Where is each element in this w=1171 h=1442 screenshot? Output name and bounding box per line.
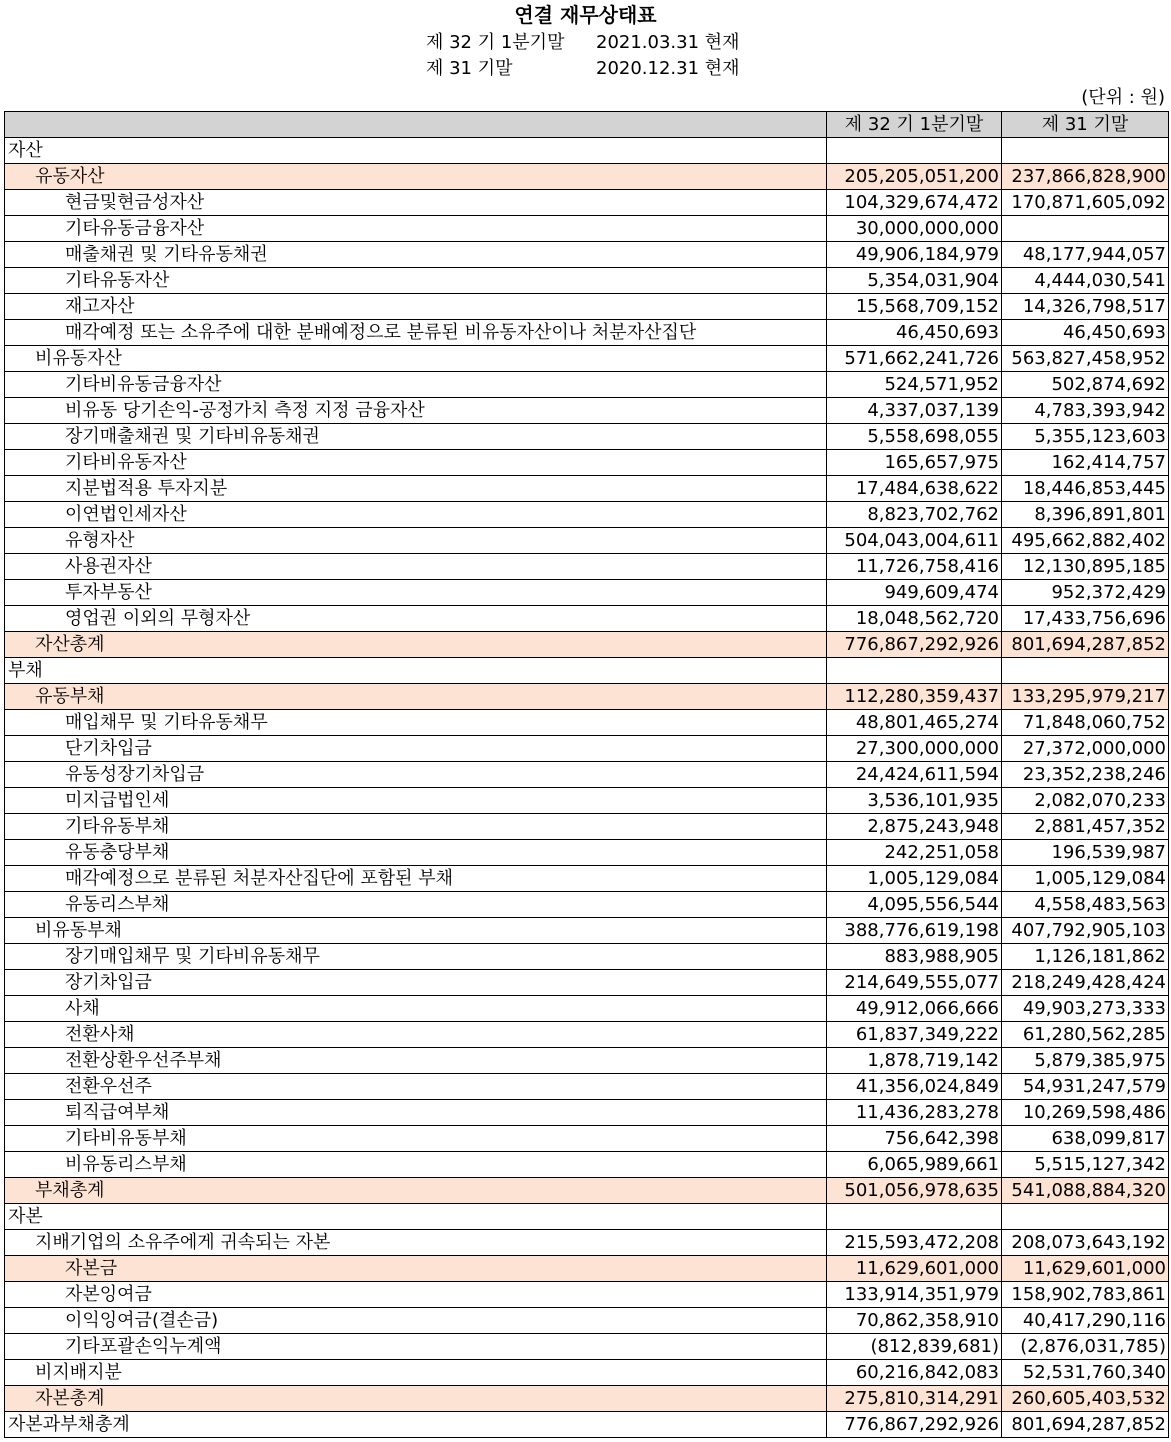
table-row [5, 1048, 1169, 1074]
account-name-cell: 유동충당부채 [5, 840, 827, 866]
table-row [5, 710, 1169, 736]
account-name-cell: 장기차입금 [5, 970, 827, 996]
account-name-cell: 유동부채 [5, 684, 827, 710]
table-header-row [5, 112, 1169, 138]
table-row [5, 1360, 1169, 1386]
account-name-cell: 비지배지분 [5, 1360, 827, 1386]
current-period-value-cell: 504,043,004,611 [827, 528, 1002, 554]
current-period-value-cell: 776,867,292,926 [827, 632, 1002, 658]
current-period-value-cell: 571,662,241,726 [827, 346, 1002, 372]
current-period-value-cell: 11,629,601,000 [827, 1256, 1002, 1282]
table-row [5, 1308, 1169, 1334]
balance-sheet-table [4, 111, 1169, 1438]
unit-label: (단위 : 원) [1081, 87, 1165, 108]
account-name-cell: 재고자산 [5, 294, 827, 320]
prior-period-value-cell: 23,352,238,246 [1002, 762, 1169, 788]
current-period-value-cell: 4,337,037,139 [827, 398, 1002, 424]
account-name-cell: 부채총계 [5, 1178, 827, 1204]
prior-period-value-cell: 638,099,817 [1002, 1126, 1169, 1152]
prior-period-value-cell: 260,605,403,532 [1002, 1386, 1169, 1412]
current-period-date: 2021.03.31 현재 [596, 32, 740, 53]
current-period-value-cell [827, 138, 1002, 164]
current-period-value-cell: 104,329,674,472 [827, 190, 1002, 216]
current-period-value-cell: 49,912,066,666 [827, 996, 1002, 1022]
current-period-value-cell: 776,867,292,926 [827, 1412, 1002, 1438]
current-period-value-cell: 61,837,349,222 [827, 1022, 1002, 1048]
account-name-cell: 장기매입채무 및 기타비유동채무 [5, 944, 827, 970]
current-period-label: 제 32 기 1분기말 [426, 32, 565, 53]
current-period-value-cell: 17,484,638,622 [827, 476, 1002, 502]
account-name-cell: 기타비유동금융자산 [5, 372, 827, 398]
table-row [5, 320, 1169, 346]
current-period-value-cell: 4,095,556,544 [827, 892, 1002, 918]
account-name-cell: 매출채권 및 기타유동채권 [5, 242, 827, 268]
table-row [5, 346, 1169, 372]
column-header-current-period: 제 32 기 1분기말 [827, 112, 1002, 138]
prior-period-value-cell: 495,662,882,402 [1002, 528, 1169, 554]
table-row [5, 164, 1169, 190]
account-name-cell: 매입채무 및 기타유동채무 [5, 710, 827, 736]
current-period-value-cell: 524,571,952 [827, 372, 1002, 398]
current-period-value-cell: 11,436,283,278 [827, 1100, 1002, 1126]
table-row [5, 580, 1169, 606]
prior-period-value-cell: 14,326,798,517 [1002, 294, 1169, 320]
column-header-prior-period: 제 31 기말 [1002, 112, 1169, 138]
prior-period-value-cell: (2,876,031,785) [1002, 1334, 1169, 1360]
current-period-value-cell: 27,300,000,000 [827, 736, 1002, 762]
prior-period-value-cell: 162,414,757 [1002, 450, 1169, 476]
table-row [5, 736, 1169, 762]
current-period-value-cell: 48,801,465,274 [827, 710, 1002, 736]
table-row [5, 944, 1169, 970]
prior-period-value-cell: 48,177,944,057 [1002, 242, 1169, 268]
account-name-cell: 투자부동산 [5, 580, 827, 606]
current-period-value-cell: 215,593,472,208 [827, 1230, 1002, 1256]
account-name-cell: 전환우선주 [5, 1074, 827, 1100]
table-row [5, 450, 1169, 476]
account-name-cell: 지배기업의 소유주에게 귀속되는 자본 [5, 1230, 827, 1256]
table-row [5, 1178, 1169, 1204]
table-row [5, 138, 1169, 164]
table-row [5, 892, 1169, 918]
account-name-cell: 비유동부채 [5, 918, 827, 944]
prior-period-value-cell: 4,558,483,563 [1002, 892, 1169, 918]
table-row [5, 1386, 1169, 1412]
current-period-value-cell: 70,862,358,910 [827, 1308, 1002, 1334]
prior-period-value-cell: 407,792,905,103 [1002, 918, 1169, 944]
current-period-value-cell: 18,048,562,720 [827, 606, 1002, 632]
account-name-cell: 영업권 이외의 무형자산 [5, 606, 827, 632]
current-period-value-cell: (812,839,681) [827, 1334, 1002, 1360]
prior-period-value-cell: 2,082,070,233 [1002, 788, 1169, 814]
current-period-value-cell: 60,216,842,083 [827, 1360, 1002, 1386]
prior-period-value-cell: 11,629,601,000 [1002, 1256, 1169, 1282]
table-row [5, 294, 1169, 320]
table-row [5, 684, 1169, 710]
account-name-cell: 자본총계 [5, 1386, 827, 1412]
account-name-cell: 기타유동부채 [5, 814, 827, 840]
table-row [5, 814, 1169, 840]
current-period-value-cell: 1,005,129,084 [827, 866, 1002, 892]
current-period-value-cell: 242,251,058 [827, 840, 1002, 866]
prior-period-value-cell: 5,879,385,975 [1002, 1048, 1169, 1074]
prior-period-value-cell: 27,372,000,000 [1002, 736, 1169, 762]
current-period-value-cell: 24,424,611,594 [827, 762, 1002, 788]
prior-period-value-cell: 1,005,129,084 [1002, 866, 1169, 892]
account-name-cell: 유동성장기차입금 [5, 762, 827, 788]
current-period-value-cell: 165,657,975 [827, 450, 1002, 476]
prior-period-value-cell: 133,295,979,217 [1002, 684, 1169, 710]
current-period-value-cell: 5,558,698,055 [827, 424, 1002, 450]
prior-period-value-cell: 12,130,895,185 [1002, 554, 1169, 580]
column-header-account [5, 112, 827, 138]
account-name-cell: 미지급법인세 [5, 788, 827, 814]
table-row [5, 372, 1169, 398]
prior-period-value-cell: 4,783,393,942 [1002, 398, 1169, 424]
prior-period-value-cell [1002, 138, 1169, 164]
prior-period-value-cell: 5,515,127,342 [1002, 1152, 1169, 1178]
table-row [5, 424, 1169, 450]
prior-period-value-cell: 170,871,605,092 [1002, 190, 1169, 216]
account-name-cell: 지분법적용 투자지분 [5, 476, 827, 502]
current-period-value-cell: 1,878,719,142 [827, 1048, 1002, 1074]
account-name-cell: 기타포괄손익누계액 [5, 1334, 827, 1360]
account-name-cell: 이연법인세자산 [5, 502, 827, 528]
current-period-value-cell: 756,642,398 [827, 1126, 1002, 1152]
current-period-value-cell: 2,875,243,948 [827, 814, 1002, 840]
current-period-value-cell: 8,823,702,762 [827, 502, 1002, 528]
current-period-value-cell: 388,776,619,198 [827, 918, 1002, 944]
account-name-cell: 자산총계 [5, 632, 827, 658]
account-name-cell: 매각예정으로 분류된 처분자산집단에 포함된 부채 [5, 866, 827, 892]
prior-period-value-cell [1002, 1204, 1169, 1230]
account-name-cell: 기타비유동자산 [5, 450, 827, 476]
table-row [5, 216, 1169, 242]
prior-period-value-cell: 563,827,458,952 [1002, 346, 1169, 372]
table-row [5, 1334, 1169, 1360]
prior-period-value-cell: 10,269,598,486 [1002, 1100, 1169, 1126]
prior-period-value-cell: 49,903,273,333 [1002, 996, 1169, 1022]
prior-period-value-cell: 17,433,756,696 [1002, 606, 1169, 632]
current-period-value-cell: 49,906,184,979 [827, 242, 1002, 268]
table-row [5, 1074, 1169, 1100]
account-name-cell: 전환상환우선주부채 [5, 1048, 827, 1074]
prior-period-value-cell: 801,694,287,852 [1002, 632, 1169, 658]
current-period-value-cell: 214,649,555,077 [827, 970, 1002, 996]
account-name-cell: 비유동리스부채 [5, 1152, 827, 1178]
current-period-value-cell: 46,450,693 [827, 320, 1002, 346]
table-row [5, 1022, 1169, 1048]
prior-period-value-cell: 4,444,030,541 [1002, 268, 1169, 294]
prior-period-value-cell: 237,866,828,900 [1002, 164, 1169, 190]
report-title: 연결 재무상태표 [514, 3, 657, 27]
current-period-value-cell: 949,609,474 [827, 580, 1002, 606]
account-name-cell: 이익잉여금(결손금) [5, 1308, 827, 1334]
current-period-value-cell: 5,354,031,904 [827, 268, 1002, 294]
account-name-cell: 사채 [5, 996, 827, 1022]
account-name-cell: 기타유동자산 [5, 268, 827, 294]
account-name-cell: 사용권자산 [5, 554, 827, 580]
prior-period-value-cell: 40,417,290,116 [1002, 1308, 1169, 1334]
account-name-cell: 비유동 당기손익-공정가치 측정 지정 금융자산 [5, 398, 827, 424]
account-name-cell: 전환사채 [5, 1022, 827, 1048]
account-name-cell: 비유동자산 [5, 346, 827, 372]
table-row [5, 606, 1169, 632]
account-name-cell: 자본잉여금 [5, 1282, 827, 1308]
account-name-cell: 매각예정 또는 소유주에 대한 분배예정으로 분류된 비유동자산이나 처분자산집단 [5, 320, 827, 346]
prior-period-label: 제 31 기말 [426, 58, 513, 79]
prior-period-value-cell: 71,848,060,752 [1002, 710, 1169, 736]
table-row [5, 476, 1169, 502]
account-name-cell: 유형자산 [5, 528, 827, 554]
prior-period-value-cell: 952,372,429 [1002, 580, 1169, 606]
table-row [5, 1412, 1169, 1438]
prior-period-value-cell: 158,902,783,861 [1002, 1282, 1169, 1308]
current-period-value-cell: 15,568,709,152 [827, 294, 1002, 320]
table-row [5, 1204, 1169, 1230]
prior-period-value-cell: 18,446,853,445 [1002, 476, 1169, 502]
table-row [5, 528, 1169, 554]
table-row [5, 996, 1169, 1022]
current-period-line [426, 31, 740, 55]
account-name-cell: 기타비유동부채 [5, 1126, 827, 1152]
table-row [5, 398, 1169, 424]
current-period-value-cell: 133,914,351,979 [827, 1282, 1002, 1308]
prior-period-date: 2020.12.31 현재 [596, 58, 740, 79]
table-row [5, 268, 1169, 294]
table-row [5, 788, 1169, 814]
account-name-cell: 유동리스부채 [5, 892, 827, 918]
table-row [5, 1282, 1169, 1308]
account-name-cell: 퇴직급여부채 [5, 1100, 827, 1126]
current-period-value-cell: 883,988,905 [827, 944, 1002, 970]
table-row [5, 1126, 1169, 1152]
prior-period-value-cell: 61,280,562,285 [1002, 1022, 1169, 1048]
current-period-value-cell: 112,280,359,437 [827, 684, 1002, 710]
account-name-cell: 유동자산 [5, 164, 827, 190]
current-period-value-cell: 11,726,758,416 [827, 554, 1002, 580]
table-row [5, 1152, 1169, 1178]
table-row [5, 632, 1169, 658]
current-period-value-cell: 3,536,101,935 [827, 788, 1002, 814]
current-period-value-cell [827, 658, 1002, 684]
prior-period-value-cell: 208,073,643,192 [1002, 1230, 1169, 1256]
prior-period-value-cell: 54,931,247,579 [1002, 1074, 1169, 1100]
table-row [5, 1230, 1169, 1256]
current-period-value-cell: 41,356,024,849 [827, 1074, 1002, 1100]
current-period-value-cell: 275,810,314,291 [827, 1386, 1002, 1412]
prior-period-value-cell: 218,249,428,424 [1002, 970, 1169, 996]
table-row [5, 1256, 1169, 1282]
prior-period-value-cell: 502,874,692 [1002, 372, 1169, 398]
account-name-cell: 장기매출채권 및 기타비유동채권 [5, 424, 827, 450]
account-name-cell: 자산 [5, 138, 827, 164]
table-row [5, 970, 1169, 996]
table-row [5, 502, 1169, 528]
current-period-value-cell: 501,056,978,635 [827, 1178, 1002, 1204]
prior-period-value-cell: 2,881,457,352 [1002, 814, 1169, 840]
account-name-cell: 부채 [5, 658, 827, 684]
prior-period-value-cell [1002, 658, 1169, 684]
prior-period-value-cell [1002, 216, 1169, 242]
prior-period-value-cell: 46,450,693 [1002, 320, 1169, 346]
table-row [5, 658, 1169, 684]
current-period-value-cell: 6,065,989,661 [827, 1152, 1002, 1178]
prior-period-value-cell: 196,539,987 [1002, 840, 1169, 866]
prior-period-value-cell: 8,396,891,801 [1002, 502, 1169, 528]
prior-period-line [426, 57, 740, 81]
table-row [5, 190, 1169, 216]
account-name-cell: 현금및현금성자산 [5, 190, 827, 216]
prior-period-value-cell: 5,355,123,603 [1002, 424, 1169, 450]
current-period-value-cell: 205,205,051,200 [827, 164, 1002, 190]
account-name-cell: 자본과부채총계 [5, 1412, 827, 1438]
table-row [5, 242, 1169, 268]
prior-period-value-cell: 1,126,181,862 [1002, 944, 1169, 970]
current-period-value-cell [827, 1204, 1002, 1230]
account-name-cell: 단기차입금 [5, 736, 827, 762]
table-row [5, 762, 1169, 788]
prior-period-value-cell: 801,694,287,852 [1002, 1412, 1169, 1438]
account-name-cell: 자본 [5, 1204, 827, 1230]
account-name-cell: 자본금 [5, 1256, 827, 1282]
table-row [5, 840, 1169, 866]
table-row [5, 866, 1169, 892]
table-row [5, 1100, 1169, 1126]
account-name-cell: 기타유동금융자산 [5, 216, 827, 242]
current-period-value-cell: 30,000,000,000 [827, 216, 1002, 242]
prior-period-value-cell: 541,088,884,320 [1002, 1178, 1169, 1204]
table-row [5, 554, 1169, 580]
table-row [5, 918, 1169, 944]
prior-period-value-cell: 52,531,760,340 [1002, 1360, 1169, 1386]
